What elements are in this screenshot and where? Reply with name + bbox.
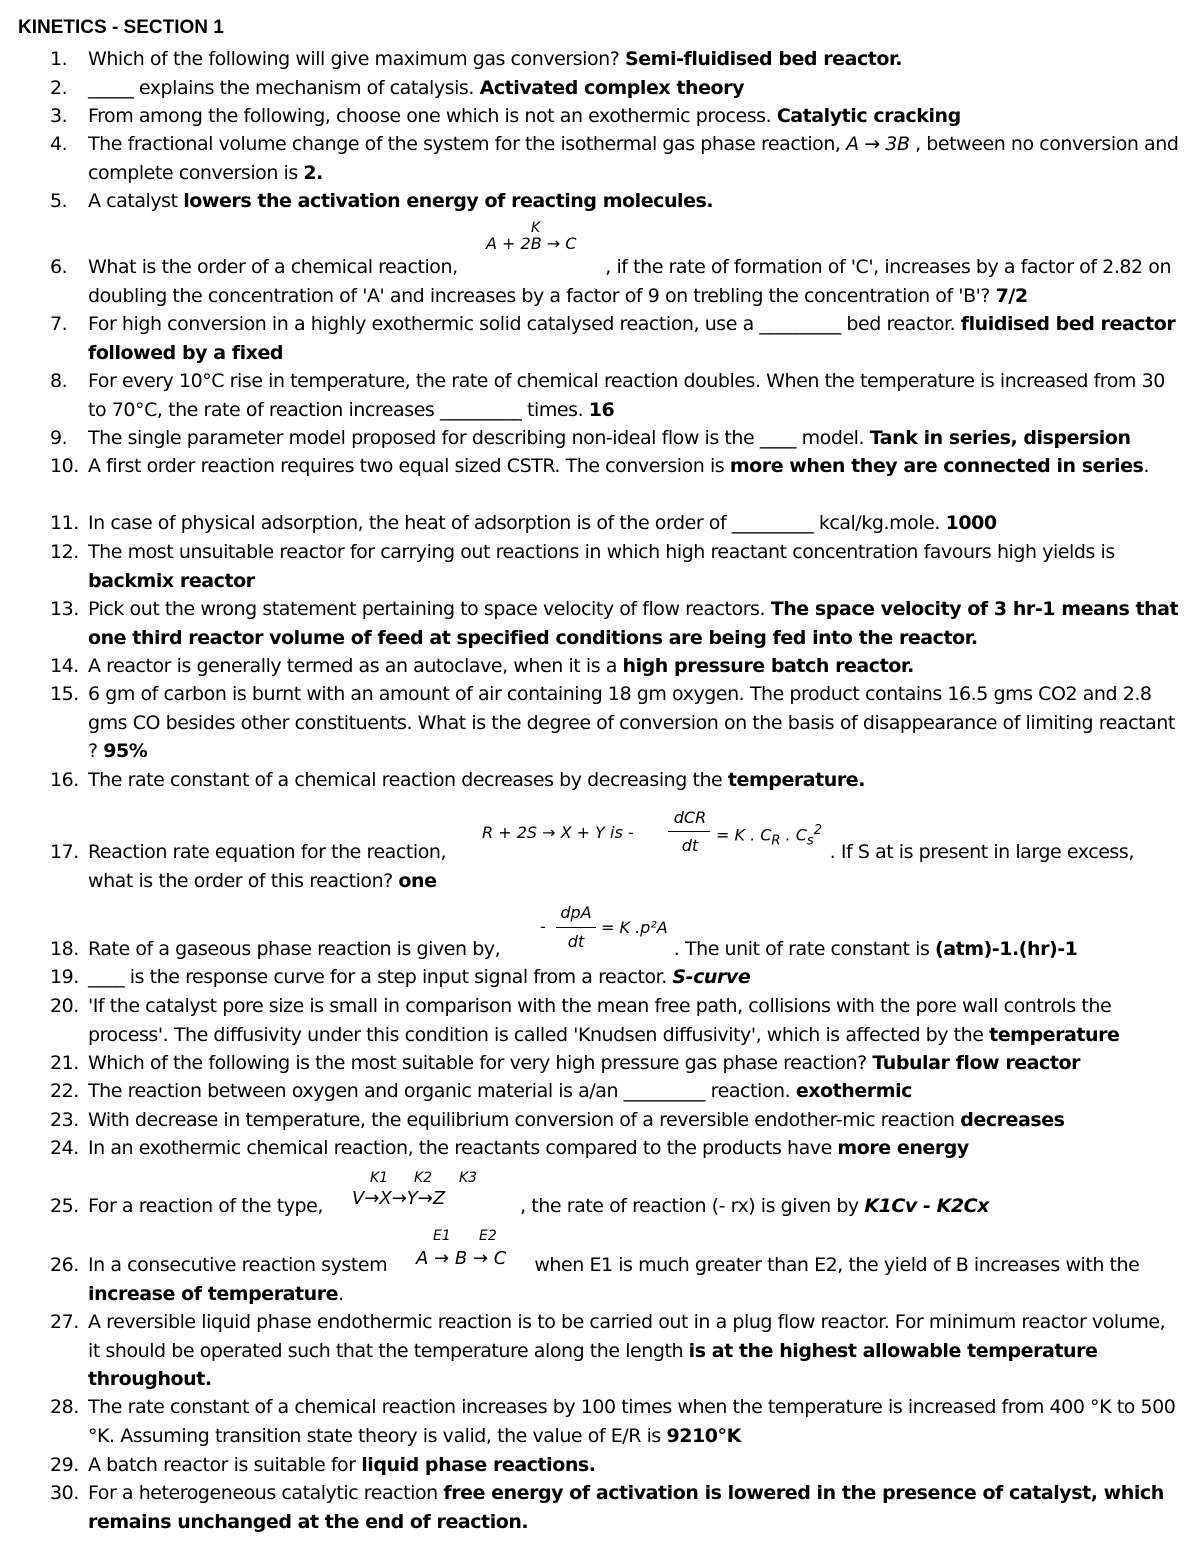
question-text-continued: , between no conversion and complete conversion is — [88, 133, 1179, 184]
answer-text: one — [398, 869, 437, 892]
question-text: In a consecutive reaction system — [88, 1254, 393, 1276]
question-number: 4. — [50, 133, 68, 155]
question-text: A first order reaction requires two equal sized CSTR. The conversion is — [88, 455, 730, 477]
question-number: 23. — [50, 1109, 79, 1131]
question-text: From among the following, choose one which is not an exothermic process. — [88, 105, 777, 127]
answer-text: decreases — [960, 1109, 1065, 1131]
question-number: 12. — [50, 541, 79, 563]
question-text-continued: . The unit of rate constant is — [673, 938, 935, 960]
question-number: 5. — [50, 190, 68, 212]
question-number: 7. — [50, 313, 68, 335]
fraction-numerator: dCR — [673, 808, 707, 827]
question-text: For a reaction of the type, — [88, 1195, 329, 1217]
question-text: Rate of a gaseous phase reaction is given by, — [88, 938, 506, 960]
question-text-continued: , if the rate of formation of 'C', increases by a factor of 2.82 on doubling the concentration of 'A' and increases by a factor of 9 on trebling the concentration of 'B'? — [88, 256, 1172, 307]
question-text: A reactor is generally termed as an autoclave, when it is a — [88, 655, 623, 677]
question-number: 29. — [50, 1454, 79, 1476]
answer-text: liquid phase reactions. — [361, 1454, 596, 1476]
answer-text: temperature. — [727, 769, 866, 791]
question-text: In an exothermic chemical reaction, the reactants compared to the products have — [88, 1137, 838, 1159]
reaction-equation: V→X→Y→Z — [352, 1188, 446, 1209]
rate-expression: = K .p²A — [601, 918, 668, 937]
answer-text: (atm)-1.(hr)-1 — [934, 938, 1078, 960]
answer-text: Tubular flow reactor — [872, 1052, 1081, 1074]
rate-constant-label: K1 — [370, 1170, 389, 1186]
question-text: 6 gm of carbon is burnt with an amount of air containing 18 gm oxygen. The product contains 16.5 gms CO2 and 2.8 gms CO besides other constituents. What is the degree of conversion on the basis of disappearance of limiting reactant ? — [88, 683, 1175, 762]
fraction-denominator: dt — [681, 836, 699, 855]
question-number: 15. — [50, 683, 79, 705]
question-number: 3. — [50, 105, 68, 127]
answer-text: exothermic — [795, 1080, 912, 1102]
question-number: 13. — [50, 598, 79, 620]
question-text: In case of physical adsorption, the heat of adsorption is of the order of _________ kcal/kg.mole. — [88, 512, 946, 534]
question-text: A reversible liquid phase endothermic reaction is to be carried out in a plug flow reactor. For minimum reactor volume, it should be operated such that the temperature along the length — [88, 1311, 1166, 1362]
question-text-continued: when E1 is much greater than E2, the yield of B increases with the — [528, 1254, 1140, 1276]
answer-text: temperature — [989, 1023, 1120, 1046]
subscript-r: R — [771, 833, 781, 849]
answer-text: 9210°K — [666, 1424, 741, 1447]
rate-expression-part: . C — [780, 825, 807, 845]
reaction-equation: A + 2B → C — [486, 234, 577, 253]
answer-text: 95% — [103, 740, 148, 762]
answer-text: more energy — [837, 1137, 969, 1159]
answer-text: K1Cv - K2Cx — [864, 1195, 989, 1217]
answer-text: Tank in series, dispersion — [869, 427, 1131, 449]
question-text-continued: . If S at is present in large excess, what is the order of this reaction? — [88, 841, 1134, 892]
answer-text: is at the highest allowable temperature throughout. — [88, 1339, 1098, 1390]
answer-text: The space velocity of 3 hr-1 means that one third reactor volume of feed at specified conditions are being fed into the reactor. — [88, 598, 1179, 649]
question-number: 25. — [50, 1195, 79, 1217]
question-text: ____ is the response curve for a step input signal from a reactor. — [88, 966, 673, 988]
rate-constant-label: K2 — [414, 1170, 433, 1186]
punctuation: . — [1143, 455, 1149, 477]
activation-energy-label: E2 — [479, 1228, 497, 1244]
answer-text: backmix reactor — [88, 569, 255, 592]
question-number: 22. — [50, 1080, 79, 1102]
answer-text: Semi-fluidised bed reactor. — [624, 48, 902, 70]
question-number: 19. — [50, 966, 79, 988]
question-text: With decrease in temperature, the equilibrium conversion of a reversible endother-mic reaction — [88, 1109, 961, 1131]
question-number: 27. — [50, 1311, 79, 1333]
answer-text: Catalytic cracking — [776, 105, 961, 127]
question-text: The reaction between oxygen and organic material is a/an _________ reaction. — [88, 1080, 796, 1102]
answer-text: Activated complex theory — [479, 77, 745, 99]
fraction-bar — [668, 831, 710, 832]
question-text: For high conversion in a highly exothermic solid catalysed reaction, use a _________ bed reactor. — [88, 313, 961, 335]
fraction-bar — [556, 927, 596, 928]
question-text: A batch reactor is suitable for — [88, 1454, 362, 1476]
question-text: _____ explains the mechanism of catalysis. — [88, 77, 480, 99]
superscript-2: 2 — [813, 823, 822, 838]
answer-text: 7/2 — [995, 284, 1028, 307]
question-number: 8. — [50, 370, 68, 392]
question-text: A catalyst — [88, 190, 184, 212]
question-number: 16. — [50, 769, 79, 791]
minus-sign: - — [540, 917, 546, 936]
answer-text: fluidised bed reactor followed by a fixed — [88, 313, 1176, 364]
question-text: For a heterogeneous catalytic reaction — [88, 1482, 444, 1504]
answer-text: 16 — [588, 398, 615, 421]
page-title: KINETICS - SECTION 1 — [18, 17, 224, 38]
question-number: 10. — [50, 455, 79, 477]
answer-text: increase of temperature — [88, 1282, 339, 1305]
question-number: 17. — [50, 841, 79, 863]
answer-text: 1000 — [945, 512, 997, 534]
question-text: The single parameter model proposed for describing non-ideal flow is the ____ model. — [88, 427, 870, 449]
question-text: The rate constant of a chemical reaction decreases by decreasing the — [88, 769, 728, 791]
question-text: Which of the following is the most suitable for very high pressure gas phase reaction? — [88, 1052, 873, 1074]
question-number: 2. — [50, 77, 68, 99]
answer-text: lowers the activation energy of reacting molecules. — [183, 190, 714, 212]
question-text: For every 10°C rise in temperature, the rate of chemical reaction doubles. When the temperature is increased from 30 to 70°C, the rate of reaction increases _________ times. — [88, 370, 1165, 421]
answer-text: high pressure batch reactor. — [622, 655, 914, 677]
question-number: 28. — [50, 1396, 79, 1418]
answer-text: more when they are connected in series — [729, 455, 1144, 477]
question-number: 6. — [50, 256, 68, 278]
question-number: 9. — [50, 427, 68, 449]
punctuation: . — [338, 1282, 344, 1305]
rate-constant-label: K — [531, 220, 541, 236]
question-text: 'If the catalyst pore size is small in comparison with the mean free path, collisions with the pore wall controls the process'. The diffusivity under this condition is called 'Knudsen diffusivity', which is affected by the — [88, 995, 1112, 1046]
question-number: 21. — [50, 1052, 79, 1074]
question-text: The rate constant of a chemical reaction increases by 100 times when the temperature is increased from 400 °K to 500 °K. Assuming transition state theory is valid, the value of E/R is — [88, 1396, 1176, 1447]
rate-expression-part: = K . C — [716, 825, 772, 845]
question-text: The most unsuitable reactor for carrying out reactions in which high reactant concentration favours high yields is — [88, 541, 1115, 563]
reaction-equation: A → 3B — [846, 133, 910, 155]
question-text-continued: , the rate of reaction (- rx) is given by — [514, 1195, 865, 1217]
activation-energy-label: E1 — [433, 1228, 451, 1244]
question-number: 18. — [50, 938, 79, 960]
question-number: 24. — [50, 1137, 79, 1159]
question-text: The fractional volume change of the system for the isothermal gas phase reaction, — [88, 133, 847, 155]
reaction-equation: A → B → C — [416, 1248, 507, 1269]
question-text: Which of the following will give maximum gas conversion? — [88, 48, 625, 70]
question-number: 20. — [50, 995, 79, 1017]
question-number: 1. — [50, 48, 68, 70]
question-number: 14. — [50, 655, 79, 677]
fraction-denominator: dt — [567, 932, 585, 951]
fraction-numerator: dpA — [560, 903, 592, 922]
answer-text: free energy of activation is lowered in the presence of catalyst, which remains unchanged at the end of reaction. — [88, 1482, 1164, 1533]
question-text: What is the order of a chemical reaction, — [88, 256, 464, 278]
rate-constant-label: K3 — [459, 1170, 478, 1186]
question-number: 26. — [50, 1254, 79, 1276]
answer-text: S-curve — [672, 966, 751, 988]
question-number: 11. — [50, 512, 79, 534]
answer-text: 2. — [303, 161, 323, 184]
reaction-equation: R + 2S → X + Y is - — [482, 823, 634, 842]
question-text: Reaction rate equation for the reaction, — [88, 841, 452, 863]
question-text: Pick out the wrong statement pertaining to space velocity of flow reactors. — [88, 598, 771, 620]
question-number: 30. — [50, 1482, 79, 1504]
subscript-s: s — [806, 833, 814, 849]
